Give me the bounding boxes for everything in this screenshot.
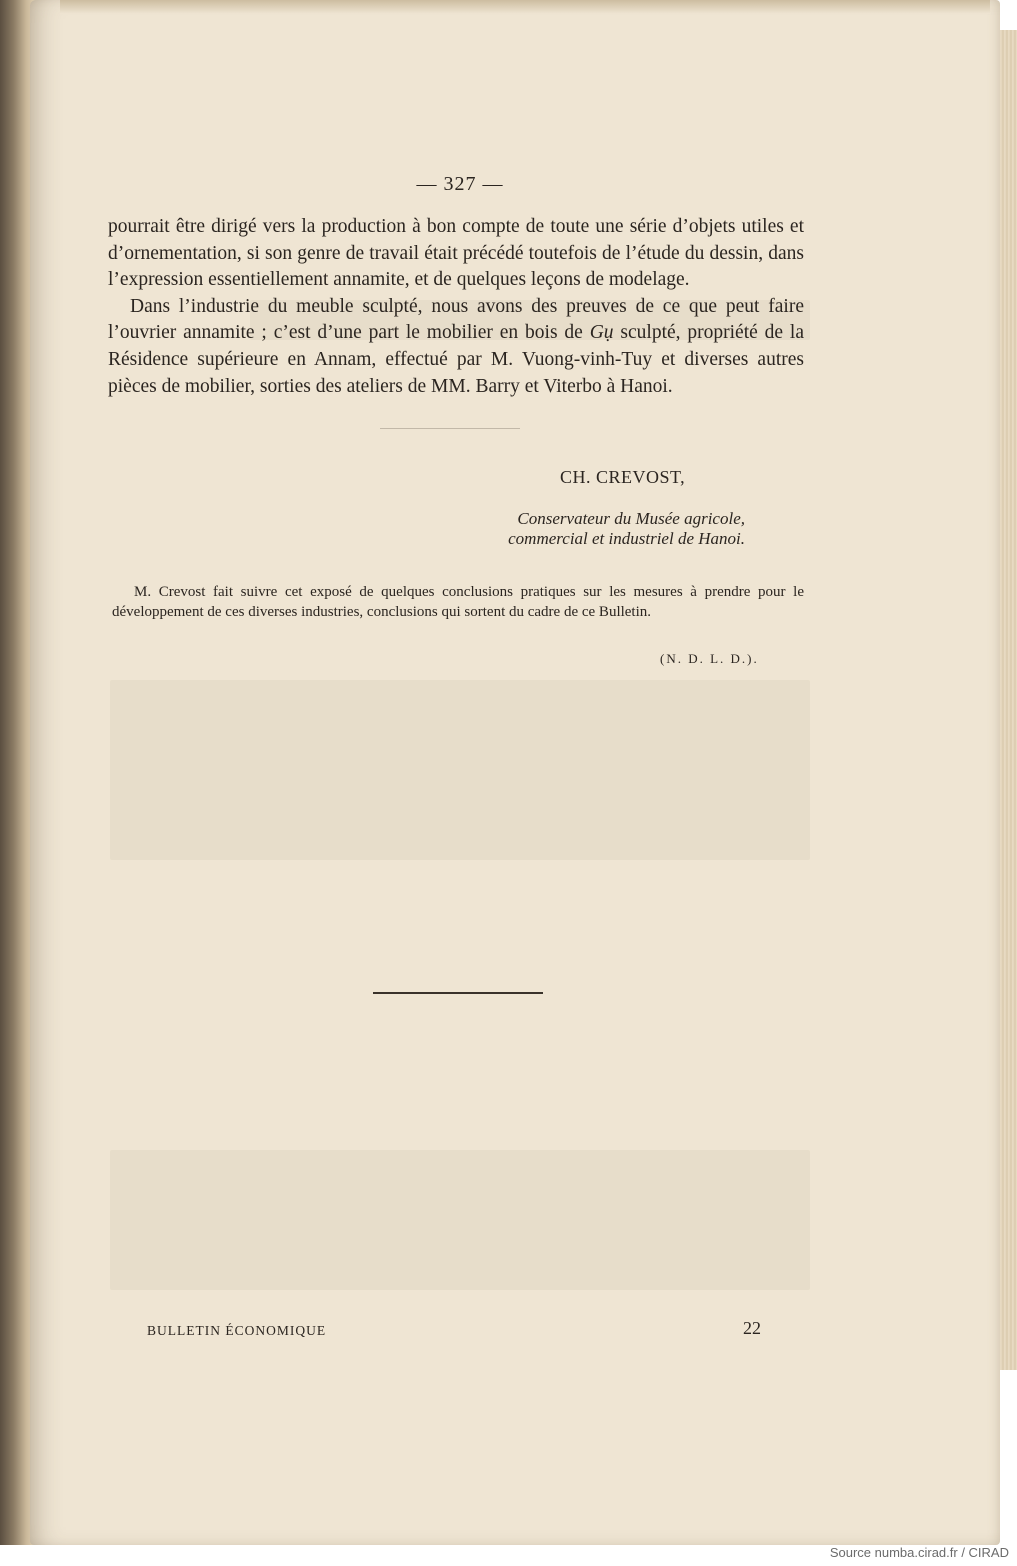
section-rule: [373, 992, 543, 994]
source-credit: Source numba.cirad.fr / CIRAD: [829, 1545, 1009, 1560]
faint-separator: [380, 428, 520, 429]
body-paragraph: Dans l’industrie du meuble sculpté, nous avons des preuves de ce que peut faire l’ouvrier annamite ; c’est d’une part le mobilier en bois de Gụ sculpté, propriété de la Résidence supérieure en Annam, effectué par M. Vuong-vinh-Tuy et diverses autres pièces de mobilier, sorties des ateliers de MM. Barry et Viterbo à Hanoi.: [108, 295, 804, 397]
editor-note: [112, 582, 804, 622]
footer-publication: BULLETIN ÉCONOMIQUE: [147, 1323, 327, 1338]
signature-title: [455, 509, 745, 549]
footer-signature-number: 22: [743, 1318, 761, 1338]
page-top-shadow: [60, 0, 990, 14]
italic-term: Gụ: [589, 322, 614, 344]
signature-title-line: Conservateur du Musée agricole,: [517, 509, 745, 528]
body-paragraph: pourrait être dirigé vers la production à bon compte de toute une série d’objets utiles et d’ornementation, si son genre de travail était précédé toutefois de l’étude du dessin, dans l’expression essentiellement annamite, et de quelques leçons de modelage.: [108, 216, 804, 291]
bleed-through-mark: [110, 680, 810, 860]
signature-name: CH. CREVOST,: [560, 467, 686, 487]
page-number: — 327 —: [416, 173, 504, 195]
signature-title-line: commercial et industriel de Hanoi.: [508, 529, 745, 548]
bleed-through-mark: [110, 1150, 810, 1290]
body-text: [108, 214, 804, 400]
editor-mark: (N. D. L. D.).: [660, 651, 759, 666]
editor-note-text: M. Crevost fait suivre cet exposé de quelques conclusions pratiques sur les mesures à prendre pour le développement de ces diverses industries, conclusions qui sortent du cadre de ce Bulletin.: [112, 584, 804, 620]
